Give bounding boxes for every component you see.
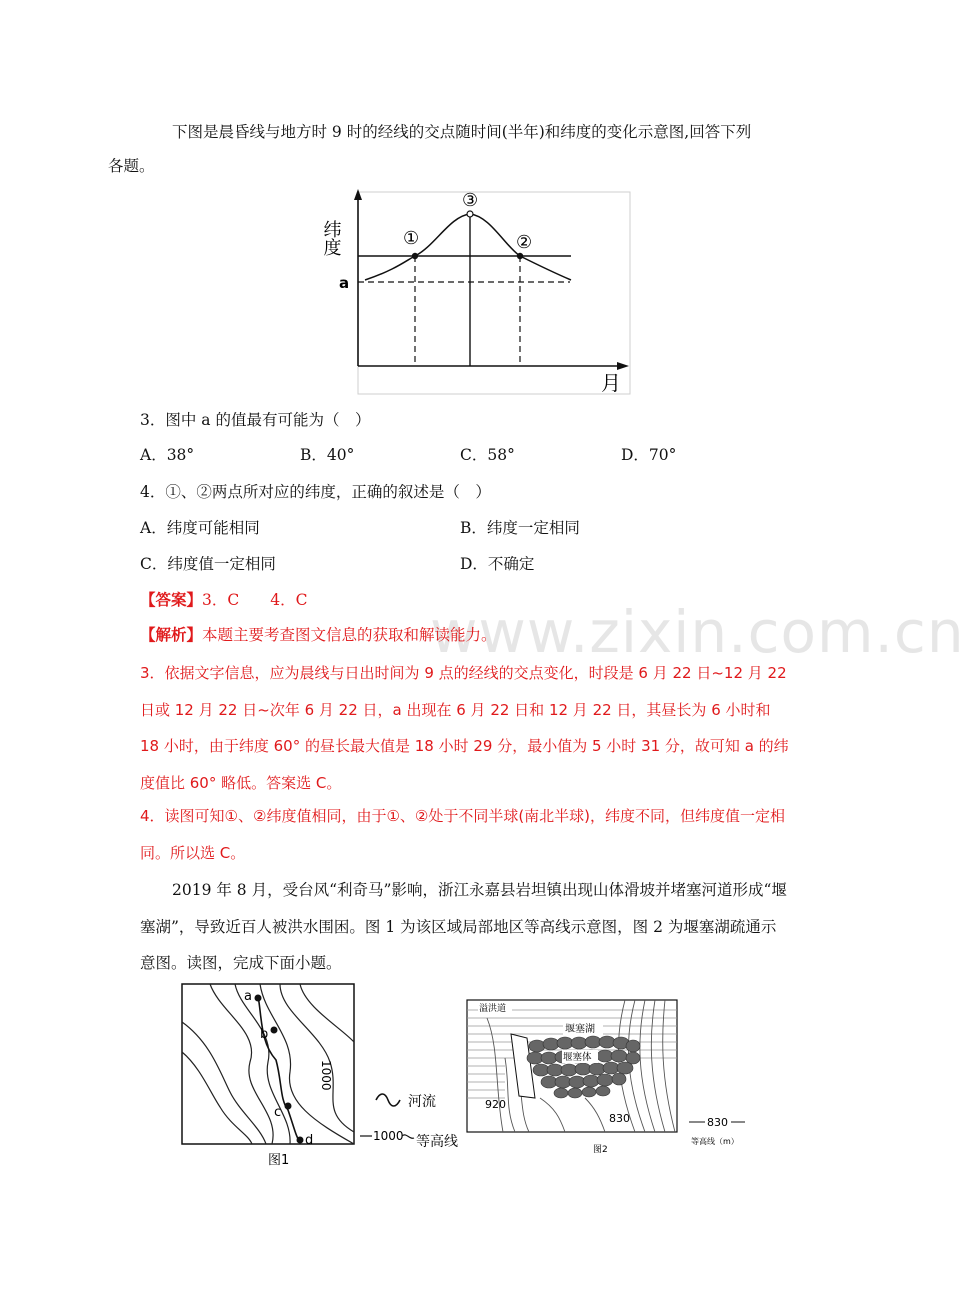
figure-1-caption: 图1 — [268, 1153, 290, 1168]
intro-line2: 各题。 — [108, 157, 155, 175]
label-b: b — [260, 1027, 269, 1042]
contour-legend-value: 1000 — [373, 1129, 404, 1143]
answer-line — [140, 586, 307, 614]
dam-label: 堰塞体 — [563, 1052, 592, 1063]
analysis-text: 本题主要考查图文信息的获取和解读能力。 — [202, 626, 497, 644]
contour-legend-icon — [402, 1135, 414, 1138]
label-a: a — [244, 989, 252, 1004]
intro-line1: 下图是晨昏线与地方时 9 时的经线的交点随时间(半年)和纬度的变化示意图,回答下列 — [172, 123, 752, 141]
analysis-paragraph-3: 3．依据文字信息，应为晨线与日出时间为 9 点的经线的交点变化，时段是 6 月 22 日~12 月 22 日或 12 月 22 日~次年 6 月 22 日，a 出现在 6 月 22 日和 12 月 22 日，其昼长为 6 小时和 18 小时，由于纬度 60° 的昼长最大值是 18 小时 29 分，最小值为 5 小时 31 分，故可知 a 的纬度值比 60° 略低。答案选 C。 — [140, 664, 789, 792]
dam-rubble — [527, 1036, 640, 1098]
figure-1 — [180, 982, 470, 1170]
analysis-paragraph-4: 4．读图可知①、②纬度值相同，由于①、②处于不同半球(南北半球)，纬度不同，但纬度值一定相同。所以选 C。 — [140, 807, 786, 862]
river-legend-label: 河流 — [408, 1094, 436, 1110]
y-axis-label: 纬度 — [320, 220, 342, 256]
a-label: a — [339, 274, 350, 292]
q3-options — [140, 441, 790, 469]
legend-contour-value: 830 — [707, 1116, 728, 1129]
point-a-marker — [255, 995, 262, 1002]
latitude-curve — [365, 214, 571, 280]
q3-option-a[interactable]: A．38° — [140, 446, 195, 464]
passage-2: 2019 年 8 月，受台风“利奇马”影响，浙江永嘉县岩坦镇出现山体滑坡并堵塞河道形成“堰塞湖”，导致近百人被洪水围困。图 1 为该区域局部地区等高线示意图，图 2 为堰塞湖疏通示意图。读图，完成下面小题。 — [140, 881, 787, 972]
figure-2 — [465, 998, 755, 1158]
intro-paragraph — [108, 115, 790, 183]
answer-text: 3．C 4．C — [202, 591, 308, 609]
contour-920-label: 920 — [485, 1098, 506, 1111]
spillway-label: 溢洪道 — [479, 1004, 507, 1014]
answer-label: 【答案】 — [140, 590, 203, 609]
point-1-label: ① — [403, 228, 420, 249]
q4-stem: 4．①、②两点所对应的纬度，正确的叙述是（ ） — [140, 483, 491, 501]
q4-option-c[interactable]: C．纬度值一定相同 — [140, 555, 276, 573]
river-path — [258, 996, 300, 1142]
q3-option-b[interactable]: B．40° — [300, 446, 355, 464]
contour-legend-label: 等高线 — [416, 1134, 458, 1150]
figure-2-caption: 图2 — [593, 1145, 608, 1155]
contour-value-label: 1000 — [319, 1060, 333, 1091]
point-3-marker — [467, 211, 473, 217]
q4-options-row1 — [140, 514, 790, 542]
point-b-marker — [271, 1027, 278, 1034]
watermark: www.zixin.com.cn — [430, 598, 965, 666]
latitude-graph — [320, 188, 635, 398]
point-2-marker — [517, 253, 523, 259]
legend-contour-label: 等高线（m） — [691, 1137, 739, 1146]
q4-option-d[interactable]: D．不确定 — [460, 555, 535, 573]
x-axis-label: 月 — [601, 371, 621, 395]
label-c: c — [274, 1105, 282, 1120]
point-1-marker — [412, 253, 418, 259]
q4-option-b[interactable]: B．纬度一定相同 — [460, 519, 580, 537]
analysis-line — [140, 621, 497, 649]
river-legend-icon — [376, 1094, 400, 1106]
q3-option-d[interactable]: D．70° — [621, 446, 677, 464]
lake-label: 堰塞湖 — [565, 1024, 595, 1035]
analysis-label: 【解析】 — [140, 625, 203, 644]
point-3-label: ③ — [462, 190, 479, 211]
q4-options-row2 — [140, 550, 790, 578]
point-d-marker — [297, 1137, 304, 1144]
point-2-label: ② — [516, 232, 533, 253]
label-d: d — [305, 1133, 314, 1148]
q3-option-c[interactable]: C．58° — [460, 446, 515, 464]
point-c-marker — [285, 1103, 292, 1110]
contour-830-label: 830 — [609, 1112, 630, 1125]
q4-option-a[interactable]: A．纬度可能相同 — [140, 519, 260, 537]
q3-stem: 3．图中 a 的值最有可能为（ ） — [140, 411, 371, 429]
